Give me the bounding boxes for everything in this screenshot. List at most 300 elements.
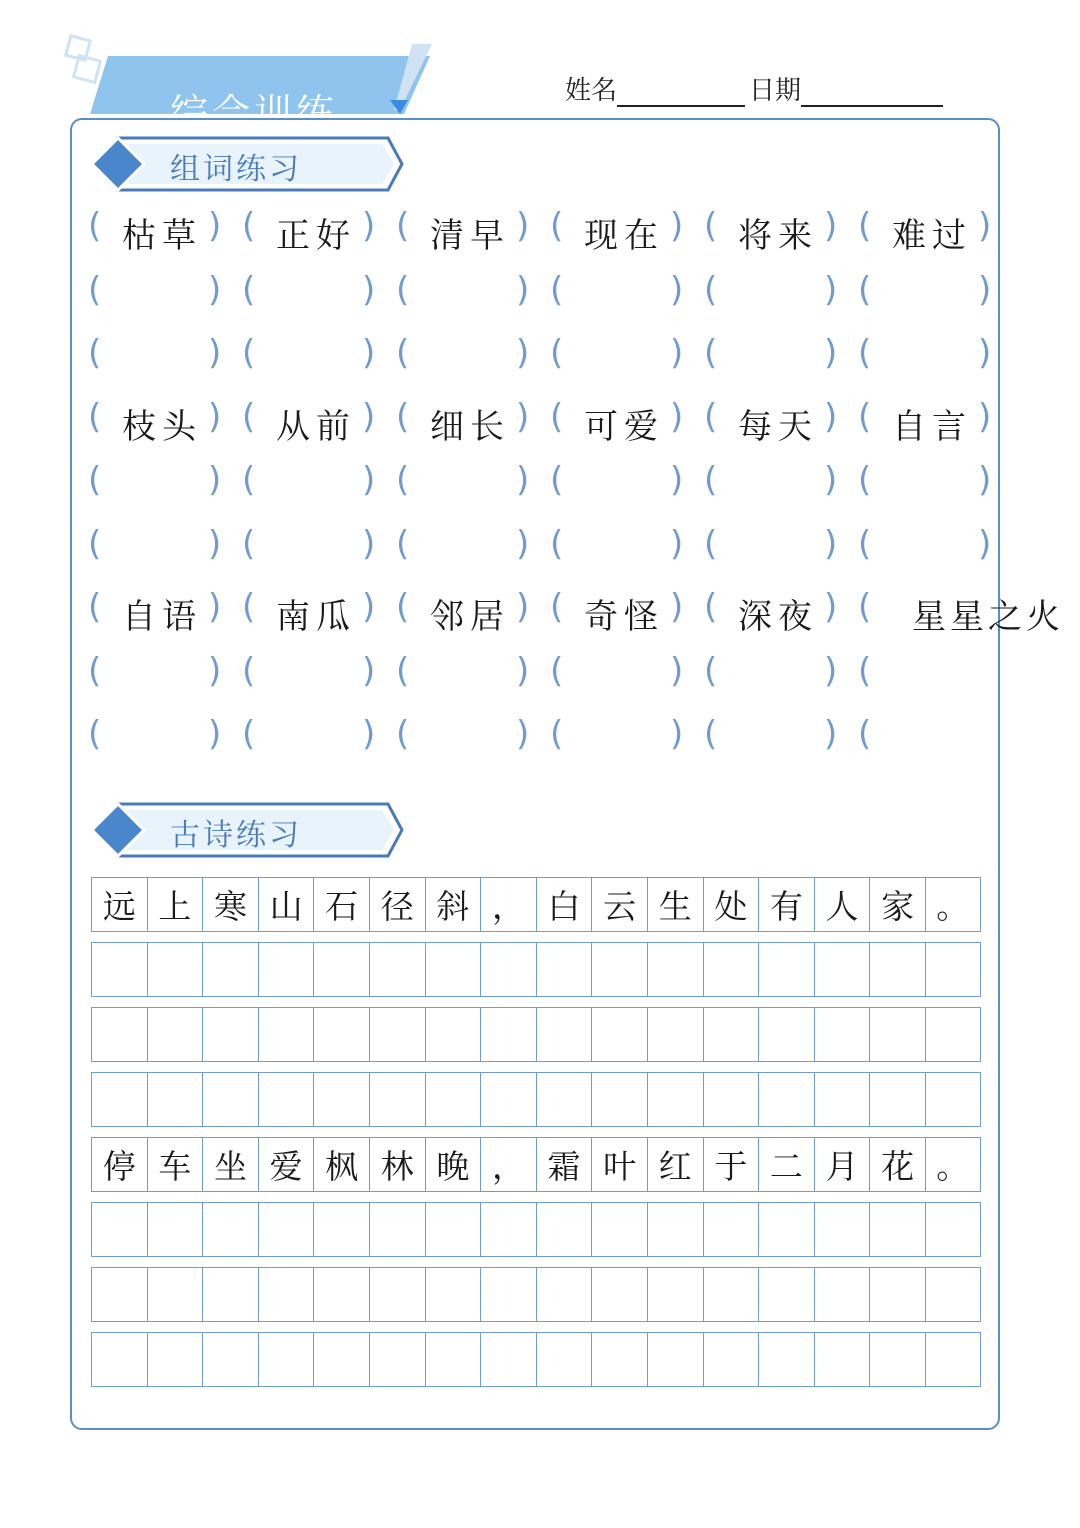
right-paren: ) <box>208 396 222 437</box>
blank-grid-cell[interactable] <box>258 942 314 997</box>
blank-grid-cell[interactable] <box>925 1332 981 1387</box>
blank-word-cell[interactable] <box>88 516 242 576</box>
blank-grid-cell[interactable] <box>369 1007 425 1062</box>
blank-grid-cell[interactable] <box>425 1007 481 1062</box>
blank-word-cell[interactable] <box>858 516 1012 576</box>
word-row <box>88 579 1064 643</box>
word-cell <box>858 198 1012 258</box>
left-paren: ( <box>396 333 410 373</box>
blank-word-cell[interactable] <box>858 262 1012 322</box>
blank-grid-cell[interactable] <box>536 1267 592 1322</box>
blank-grid-cell[interactable] <box>758 1332 814 1387</box>
right-paren: ) <box>824 587 838 627</box>
blank-grid-cell[interactable] <box>647 1202 703 1257</box>
poem-char-cell: 晚 <box>425 1137 481 1192</box>
blank-grid-cell[interactable] <box>369 1202 425 1257</box>
left-paren: ( <box>704 523 718 564</box>
blank-grid-cell[interactable] <box>480 1267 536 1322</box>
blank-grid-cell[interactable] <box>536 1332 592 1387</box>
word-text: 枝头 <box>122 406 202 447</box>
left-paren: ( <box>242 587 256 627</box>
blank-word-cell[interactable] <box>396 643 550 703</box>
poem-line-row <box>91 1137 981 1192</box>
blank-grid-cell[interactable] <box>202 942 258 997</box>
blank-grid-cell[interactable] <box>147 942 203 997</box>
poem-char-cell: 爱 <box>258 1137 314 1192</box>
blank-word-cell[interactable] <box>242 643 396 703</box>
word-text: 将来 <box>738 216 818 256</box>
blank-grid-cell[interactable] <box>369 1332 425 1387</box>
blank-grid-cell[interactable] <box>758 1202 814 1257</box>
blank-grid-cell[interactable] <box>814 942 870 997</box>
blank-word-cell[interactable] <box>242 516 396 576</box>
blank-grid-cell[interactable] <box>925 1202 981 1257</box>
right-paren: ) <box>516 396 530 437</box>
poem-char-cell: 有 <box>758 877 814 932</box>
right-paren: ) <box>208 460 222 500</box>
left-paren: ( <box>704 269 718 310</box>
blank-grid-cell[interactable] <box>814 1007 870 1062</box>
word-text: 奇怪 <box>584 597 664 637</box>
blank-grid-cell[interactable] <box>925 942 981 997</box>
blank-word-cell[interactable] <box>550 262 704 322</box>
blank-grid-cell[interactable] <box>703 1267 759 1322</box>
right-paren: ) <box>670 523 684 564</box>
date-blank[interactable] <box>801 77 943 107</box>
left-paren: ( <box>858 206 872 246</box>
left-paren: ( <box>858 396 872 437</box>
blank-grid-cell[interactable] <box>91 1202 147 1257</box>
blank-grid-cell[interactable] <box>313 1267 369 1322</box>
left-paren: ( <box>550 460 564 500</box>
blank-grid-cell[interactable] <box>925 1072 981 1127</box>
blank-grid-cell[interactable] <box>202 1267 258 1322</box>
right-paren: ) <box>824 206 838 246</box>
blank-grid-cell[interactable] <box>758 1007 814 1062</box>
blank-word-cell[interactable] <box>242 452 396 512</box>
word-cell <box>858 389 1012 449</box>
word-cell <box>396 579 550 639</box>
poem-char-cell: 霜 <box>536 1137 592 1192</box>
left-paren: ( <box>396 396 410 437</box>
right-paren: ) <box>978 396 992 437</box>
blank-grid-cell[interactable] <box>591 942 647 997</box>
word-text: 现在 <box>584 216 664 256</box>
right-paren: ) <box>978 269 992 310</box>
right-paren: ) <box>978 206 992 246</box>
blank-grid-cell[interactable] <box>147 1072 203 1127</box>
blank-grid-cell[interactable] <box>591 1332 647 1387</box>
section-title-poem: 古诗练习 <box>170 818 302 853</box>
blank-word-row <box>88 706 1048 770</box>
word-text: 细长 <box>430 406 510 447</box>
blank-grid-cell[interactable] <box>814 1202 870 1257</box>
poem-char-cell: ， <box>480 1137 536 1192</box>
word-cell <box>242 389 396 449</box>
left-paren: ( <box>396 523 410 564</box>
blank-grid-cell[interactable] <box>647 1332 703 1387</box>
word-cell <box>858 579 1064 639</box>
blank-grid-cell[interactable] <box>703 1072 759 1127</box>
left-paren: ( <box>242 714 256 754</box>
poem-char-cell: 径 <box>369 877 425 932</box>
left-paren: ( <box>396 587 410 627</box>
left-paren: ( <box>858 333 872 373</box>
right-paren: ) <box>670 333 684 373</box>
blank-grid-cell[interactable] <box>647 1267 703 1322</box>
right-paren: ) <box>516 206 530 246</box>
date-label: 日期 <box>749 76 802 106</box>
header-banner <box>60 30 440 135</box>
blank-grid-cell[interactable] <box>869 942 925 997</box>
word-cell <box>88 579 242 639</box>
right-paren: ) <box>208 333 222 373</box>
blank-word-cell[interactable] <box>858 643 1012 703</box>
left-paren: ( <box>858 650 872 691</box>
section-label-poem <box>88 800 408 860</box>
poem-char-cell: 车 <box>147 1137 203 1192</box>
blank-grid-cell[interactable] <box>703 942 759 997</box>
blank-word-cell[interactable] <box>550 706 704 766</box>
right-paren: ) <box>978 523 992 564</box>
blank-grid-cell[interactable] <box>647 1007 703 1062</box>
poem-char-cell: 二 <box>758 1137 814 1192</box>
blank-grid-cell[interactable] <box>313 1007 369 1062</box>
right-paren: ) <box>516 587 530 627</box>
blank-grid-cell[interactable] <box>91 1072 147 1127</box>
blank-grid-cell[interactable] <box>480 1007 536 1062</box>
poem-char-cell: 叶 <box>591 1137 647 1192</box>
blank-word-cell[interactable] <box>704 325 858 385</box>
right-paren: ) <box>824 333 838 373</box>
blank-word-cell[interactable] <box>704 452 858 512</box>
poem-char-cell: 枫 <box>313 1137 369 1192</box>
name-blank[interactable] <box>617 77 745 107</box>
blank-grid-cell[interactable] <box>425 1072 481 1127</box>
word-text: 星星之火 <box>912 597 1064 637</box>
word-text: 自语 <box>122 597 202 637</box>
blank-grid-cell[interactable] <box>313 1332 369 1387</box>
blank-grid-cell[interactable] <box>536 1007 592 1062</box>
blank-grid-cell[interactable] <box>536 942 592 997</box>
section-title-words: 组词练习 <box>170 152 302 187</box>
word-text: 难过 <box>892 216 972 256</box>
right-paren: ) <box>516 333 530 373</box>
blank-grid-cell[interactable] <box>425 1202 481 1257</box>
word-text: 南瓜 <box>276 597 356 637</box>
poem-char-cell: 红 <box>647 1137 703 1192</box>
blank-word-cell[interactable] <box>396 516 550 576</box>
right-paren: ) <box>670 587 684 627</box>
word-cell <box>242 579 396 639</box>
left-paren: ( <box>396 650 410 691</box>
poem-char-cell: 花 <box>869 1137 925 1192</box>
blank-grid-row <box>91 942 981 997</box>
left-paren: ( <box>88 396 102 437</box>
blank-grid-cell[interactable] <box>258 1007 314 1062</box>
blank-grid-cell[interactable] <box>703 1332 759 1387</box>
blank-grid-cell[interactable] <box>869 1007 925 1062</box>
blank-word-cell[interactable] <box>550 643 704 703</box>
blank-grid-cell[interactable] <box>313 1072 369 1127</box>
left-paren: ( <box>550 269 564 310</box>
blank-word-cell[interactable] <box>88 325 242 385</box>
blank-grid-cell[interactable] <box>369 942 425 997</box>
blank-grid-cell[interactable] <box>758 942 814 997</box>
blank-grid-cell[interactable] <box>591 1267 647 1322</box>
left-paren: ( <box>550 650 564 691</box>
left-paren: ( <box>858 460 872 500</box>
poem-char-cell: 生 <box>647 877 703 932</box>
blank-word-cell[interactable] <box>396 452 550 512</box>
blank-word-cell[interactable] <box>88 706 242 766</box>
blank-grid-cell[interactable] <box>480 1202 536 1257</box>
poem-char-cell: 停 <box>91 1137 147 1192</box>
right-paren: ) <box>670 650 684 691</box>
blank-grid-cell[interactable] <box>814 1072 870 1127</box>
blank-grid-cell[interactable] <box>147 1202 203 1257</box>
right-paren: ) <box>208 714 222 754</box>
blank-word-cell[interactable] <box>88 643 242 703</box>
left-paren: ( <box>242 269 256 310</box>
poem-char-cell: 人 <box>814 877 870 932</box>
left-paren: ( <box>550 396 564 437</box>
poem-char-cell: 云 <box>591 877 647 932</box>
word-cell <box>396 389 550 449</box>
left-paren: ( <box>242 333 256 373</box>
poem-char-cell: 远 <box>91 877 147 932</box>
poem-line-row <box>91 877 981 932</box>
right-paren: ) <box>362 333 376 373</box>
left-paren: ( <box>550 206 564 246</box>
left-paren: ( <box>704 650 718 691</box>
name-date-fields <box>565 70 943 107</box>
blank-grid-cell[interactable] <box>703 1202 759 1257</box>
poem-char-cell: 斜 <box>425 877 481 932</box>
word-cell <box>88 198 242 258</box>
page-title: 综合训练 <box>170 91 339 135</box>
blank-grid-cell[interactable] <box>480 1332 536 1387</box>
poem-char-cell: 处 <box>703 877 759 932</box>
right-paren: ) <box>670 396 684 437</box>
blank-word-cell[interactable] <box>704 262 858 322</box>
blank-word-cell[interactable] <box>858 325 1012 385</box>
left-paren: ( <box>704 714 718 754</box>
blank-word-cell[interactable] <box>242 706 396 766</box>
right-paren: ) <box>824 269 838 310</box>
left-paren: ( <box>88 650 102 691</box>
blank-grid-cell[interactable] <box>202 1072 258 1127</box>
blank-grid-cell[interactable] <box>425 1267 481 1322</box>
right-paren: ) <box>362 396 376 437</box>
right-paren: ) <box>670 460 684 500</box>
left-paren: ( <box>88 714 102 754</box>
left-paren: ( <box>704 587 718 627</box>
right-paren: ) <box>208 587 222 627</box>
right-paren: ) <box>362 269 376 310</box>
poem-char-cell: ， <box>480 877 536 932</box>
blank-word-cell[interactable] <box>242 325 396 385</box>
name-label: 姓名 <box>565 76 618 106</box>
word-text: 邻居 <box>430 597 510 637</box>
blank-grid-cell[interactable] <box>91 1332 147 1387</box>
blank-grid-cell[interactable] <box>536 1072 592 1127</box>
blank-grid-cell[interactable] <box>647 1072 703 1127</box>
blank-grid-cell[interactable] <box>91 1267 147 1322</box>
right-paren: ) <box>978 333 992 373</box>
blank-word-cell[interactable] <box>396 325 550 385</box>
left-paren: ( <box>88 333 102 373</box>
blank-grid-cell[interactable] <box>313 1202 369 1257</box>
blank-grid-cell[interactable] <box>758 1072 814 1127</box>
blank-grid-row <box>91 1007 981 1062</box>
right-paren: ) <box>208 650 222 691</box>
blank-grid-cell[interactable] <box>147 1332 203 1387</box>
right-paren: ) <box>516 650 530 691</box>
blank-word-cell[interactable] <box>88 262 242 322</box>
right-paren: ) <box>362 587 376 627</box>
right-paren: ) <box>208 206 222 246</box>
word-text: 从前 <box>276 406 356 447</box>
word-cell <box>704 579 858 639</box>
blank-grid-cell[interactable] <box>814 1332 870 1387</box>
blank-word-cell[interactable] <box>704 706 858 766</box>
blank-grid-cell[interactable] <box>425 942 481 997</box>
right-paren: ) <box>978 460 992 500</box>
blank-grid-cell[interactable] <box>869 1267 925 1322</box>
right-paren: ) <box>362 714 376 754</box>
blank-grid-cell[interactable] <box>869 1202 925 1257</box>
blank-grid-cell[interactable] <box>313 942 369 997</box>
word-cell <box>704 198 858 258</box>
word-text: 每天 <box>738 406 818 447</box>
blank-grid-cell[interactable] <box>147 1267 203 1322</box>
blank-grid-cell[interactable] <box>480 1072 536 1127</box>
blank-grid-cell[interactable] <box>202 1202 258 1257</box>
blank-word-cell[interactable] <box>396 262 550 322</box>
left-paren: ( <box>704 460 718 500</box>
blank-word-cell[interactable] <box>858 452 1012 512</box>
blank-word-cell[interactable] <box>396 706 550 766</box>
word-cell <box>242 198 396 258</box>
blank-grid-row <box>91 1072 981 1127</box>
word-cell <box>396 198 550 258</box>
left-paren: ( <box>550 523 564 564</box>
right-paren: ) <box>362 206 376 246</box>
blank-word-row <box>88 452 1048 516</box>
blank-grid-cell[interactable] <box>814 1267 870 1322</box>
poem-char-cell: 。 <box>925 877 981 932</box>
word-text: 可爱 <box>584 406 664 447</box>
right-paren: ) <box>516 460 530 500</box>
left-paren: ( <box>88 460 102 500</box>
left-paren: ( <box>704 333 718 373</box>
right-paren: ) <box>824 396 838 437</box>
word-row <box>88 389 1048 453</box>
blank-grid-cell[interactable] <box>869 1332 925 1387</box>
blank-word-row <box>88 325 1048 389</box>
blank-grid-cell[interactable] <box>258 1202 314 1257</box>
blank-grid-row <box>91 1202 981 1257</box>
left-paren: ( <box>550 333 564 373</box>
left-paren: ( <box>858 269 872 310</box>
poem-char-cell: 月 <box>814 1137 870 1192</box>
blank-grid-cell[interactable] <box>258 1072 314 1127</box>
left-paren: ( <box>88 523 102 564</box>
right-paren: ) <box>362 650 376 691</box>
blank-grid-cell[interactable] <box>91 1007 147 1062</box>
blank-word-cell[interactable] <box>242 262 396 322</box>
poem-char-cell: 。 <box>925 1137 981 1192</box>
blank-grid-cell[interactable] <box>591 1007 647 1062</box>
right-paren: ) <box>670 269 684 310</box>
left-paren: ( <box>242 523 256 564</box>
word-cell <box>704 389 858 449</box>
poem-writing-grid <box>91 877 981 1397</box>
blank-word-cell[interactable] <box>550 452 704 512</box>
blank-grid-cell[interactable] <box>925 1267 981 1322</box>
blank-grid-row <box>91 1332 981 1387</box>
blank-grid-cell[interactable] <box>369 1072 425 1127</box>
left-paren: ( <box>858 587 872 627</box>
word-cell <box>88 389 242 449</box>
left-paren: ( <box>88 587 102 627</box>
blank-grid-cell[interactable] <box>258 1332 314 1387</box>
blank-grid-cell[interactable] <box>703 1007 759 1062</box>
blank-grid-cell[interactable] <box>480 942 536 997</box>
left-paren: ( <box>550 587 564 627</box>
blank-grid-cell[interactable] <box>591 1072 647 1127</box>
blank-word-row <box>88 262 1048 326</box>
word-text: 清早 <box>430 216 510 256</box>
blank-grid-cell[interactable] <box>647 942 703 997</box>
right-paren: ) <box>362 523 376 564</box>
left-paren: ( <box>242 206 256 246</box>
blank-grid-cell[interactable] <box>147 1007 203 1062</box>
left-paren: ( <box>858 523 872 564</box>
right-paren: ) <box>516 523 530 564</box>
right-paren: ) <box>670 206 684 246</box>
blank-grid-cell[interactable] <box>536 1202 592 1257</box>
right-paren: ) <box>824 714 838 754</box>
left-paren: ( <box>242 650 256 691</box>
right-paren: ) <box>824 460 838 500</box>
blank-grid-cell[interactable] <box>425 1332 481 1387</box>
blank-word-cell[interactable] <box>858 706 1012 766</box>
right-paren: ) <box>670 714 684 754</box>
blank-grid-cell[interactable] <box>202 1332 258 1387</box>
blank-word-cell[interactable] <box>704 643 858 703</box>
blank-grid-cell[interactable] <box>758 1267 814 1322</box>
word-cell <box>550 389 704 449</box>
left-paren: ( <box>88 206 102 246</box>
blank-word-cell[interactable] <box>550 516 704 576</box>
blank-grid-cell[interactable] <box>591 1202 647 1257</box>
blank-grid-cell[interactable] <box>202 1007 258 1062</box>
blank-grid-cell[interactable] <box>258 1267 314 1322</box>
word-text: 枯草 <box>122 216 202 256</box>
word-text: 正好 <box>276 216 356 256</box>
blank-word-cell[interactable] <box>550 325 704 385</box>
blank-word-cell[interactable] <box>704 516 858 576</box>
blank-grid-cell[interactable] <box>91 942 147 997</box>
blank-grid-cell[interactable] <box>925 1007 981 1062</box>
blank-word-cell[interactable] <box>88 452 242 512</box>
left-paren: ( <box>88 269 102 310</box>
blank-grid-cell[interactable] <box>869 1072 925 1127</box>
right-paren: ) <box>516 269 530 310</box>
blank-grid-cell[interactable] <box>369 1267 425 1322</box>
